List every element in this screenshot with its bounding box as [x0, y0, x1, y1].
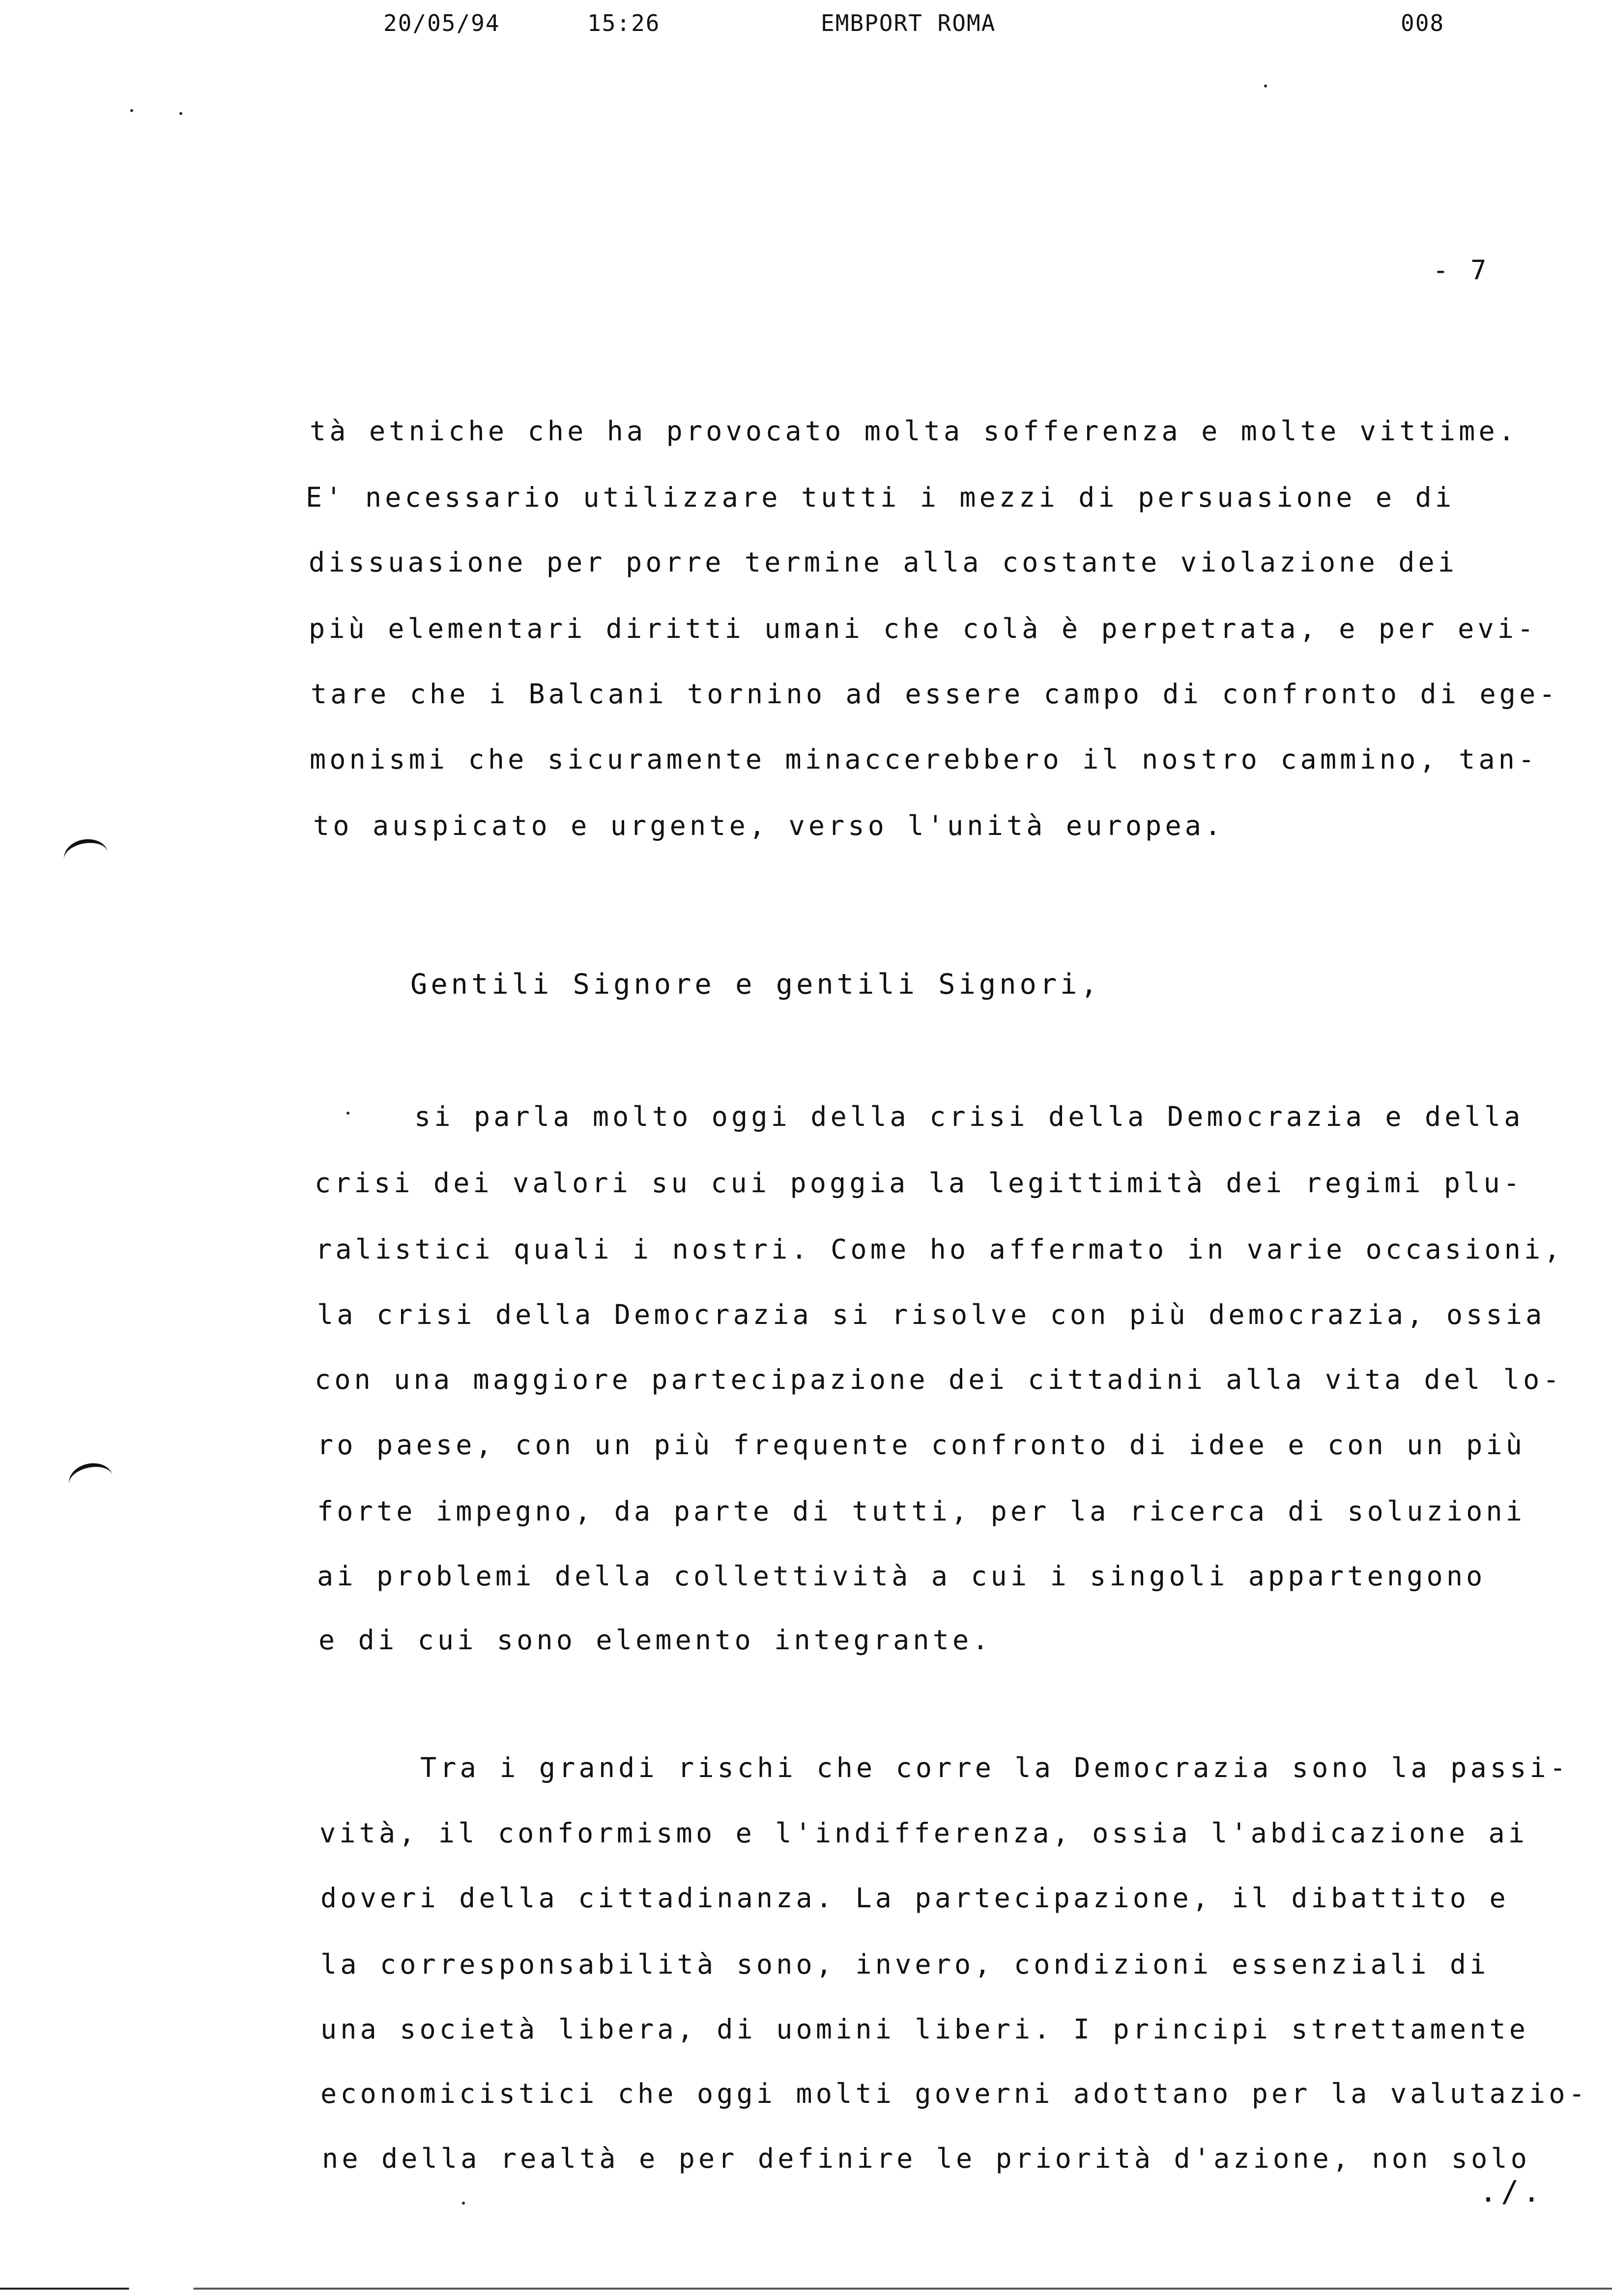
- text-line: economicistici che oggi molti governi adottano per la valutazio-: [320, 2078, 1589, 2109]
- page-number: - 7: [1433, 255, 1490, 286]
- fax-time: 15:26: [587, 10, 661, 36]
- text-line: e di cui sono elemento integrante.: [318, 1624, 992, 1656]
- text-line: monismi che sicuramente minaccerebbero il nostro cammino, tan-: [310, 744, 1538, 775]
- text-line: la corresponsabilità sono, invero, condizioni essenziali di: [320, 1949, 1490, 1980]
- text-line: si parla molto oggi della crisi della Democrazia e della: [414, 1101, 1524, 1132]
- fax-page-counter: 008: [1401, 10, 1445, 36]
- scan-speck: [1264, 85, 1267, 87]
- continuation-mark: ./.: [1479, 2175, 1545, 2209]
- text-line: con una maggiore partecipazione dei cittadini alla vita del lo-: [315, 1364, 1563, 1395]
- text-line: tà etniche che ha provocato molta sofferenza e molte vittime.: [310, 415, 1519, 447]
- scan-speck: [130, 109, 133, 112]
- text-line: più elementari diritti umani che colà è perpetrata, e per evi-: [309, 613, 1537, 644]
- text-line: doveri della cittadinanza. La partecipazione, il dibattito e: [320, 1882, 1509, 1914]
- salutation: Gentili Signore e gentili Signori,: [410, 968, 1101, 1001]
- text-line: ralistici quali i nostri. Come ho affermato in varie occasioni,: [316, 1234, 1564, 1265]
- text-line: ne della realtà e per definire le priorità d'azione, non solo: [322, 2143, 1531, 2174]
- scan-speck: [346, 1112, 349, 1115]
- fax-sender: EMBPORT ROMA: [821, 10, 996, 36]
- page-edge-rule: [0, 2288, 1612, 2290]
- text-line: vità, il conformismo e l'indifferenza, ossia l'abdicazione ai: [319, 1817, 1528, 1849]
- text-line: crisi dei valori su cui poggia la legittimità dei regimi plu-: [315, 1167, 1524, 1199]
- fax-date: 20/05/94: [383, 10, 500, 36]
- text-line: to auspicato e urgente, verso l'unità europea.: [313, 810, 1225, 841]
- scan-speck: [462, 2202, 465, 2205]
- text-line: Tra i grandi rischi che corre la Democrazia sono la passi-: [420, 1752, 1570, 1783]
- text-line: dissuasione per porre termine alla costante violazione dei: [309, 546, 1458, 578]
- text-line: E' necessario utilizzare tutti i mezzi di persuasione e di: [306, 482, 1455, 513]
- text-line: ro paese, con un più frequente confronto di idee e con un più: [317, 1429, 1526, 1461]
- text-line: una società libera, di uomini liberi. I principi strettamente: [320, 2013, 1529, 2045]
- text-line: ai problemi della collettività a cui i singoli appartengono: [317, 1560, 1486, 1592]
- scan-speck: [179, 112, 182, 115]
- text-line: la crisi della Democrazia si risolve con più democrazia, ossia: [317, 1299, 1546, 1330]
- text-line: forte impegno, da parte di tutti, per la ricerca di soluzioni: [317, 1495, 1526, 1527]
- text-line: tare che i Balcani tornino ad essere campo di confronto di ege-: [311, 678, 1559, 710]
